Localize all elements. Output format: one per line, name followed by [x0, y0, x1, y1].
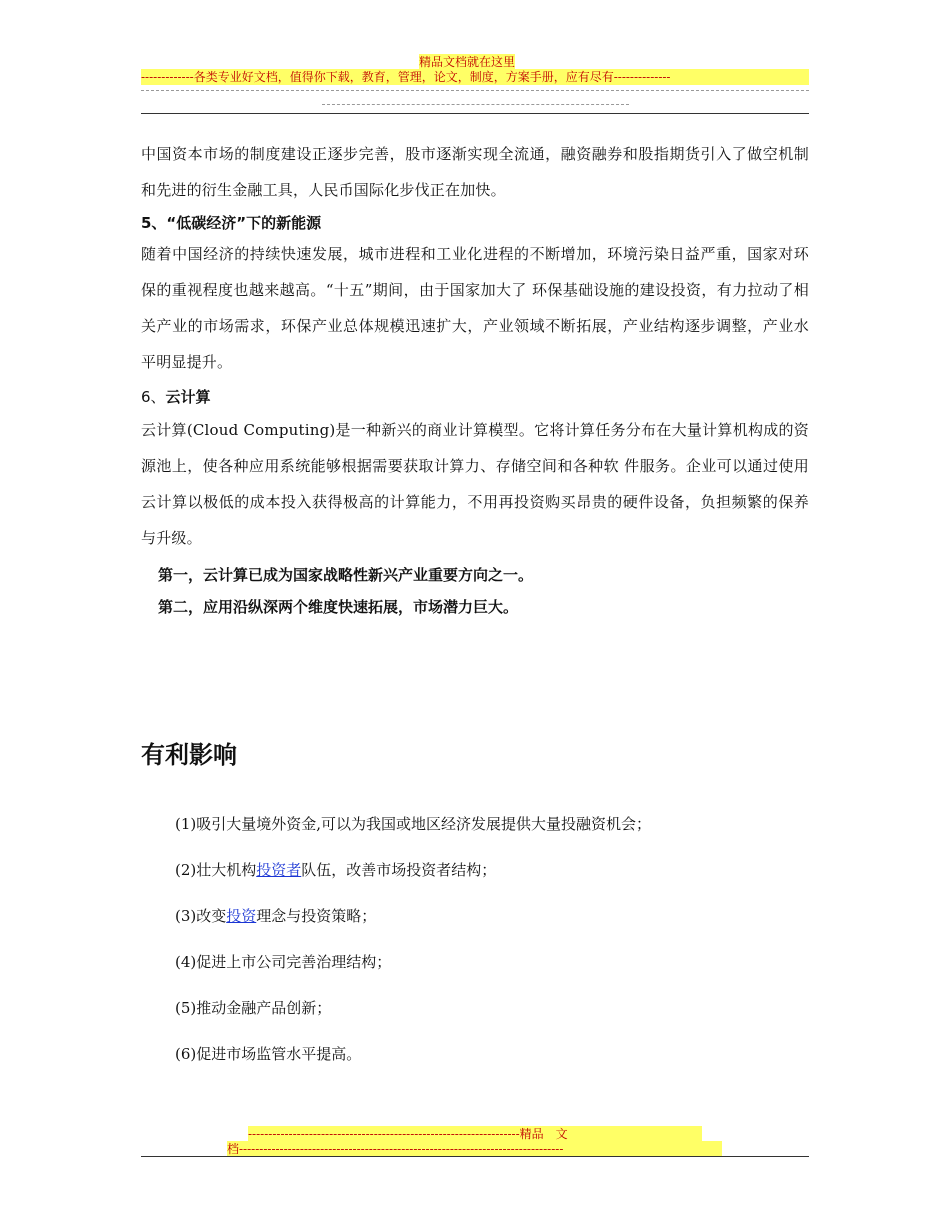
list-item-4: (4)促进上市公司完善治理结构； — [175, 953, 392, 971]
investment-link[interactable]: 投资 — [226, 907, 257, 925]
footer-line-2: 档-------------------------------------------------------------------------------- — [227, 1141, 722, 1157]
header-tagline: -------------各类专业好文档，值得你下载，教育，管理，论文，制度，方案手册，应有尽有-------------- — [141, 69, 809, 85]
paragraph-capital-market: 中国资本市场的制度建设正逐步完善，股市逐渐实现全流通，融资融券和股指期货引入了做空机制和先进的衍生金融工具，人民币国际化步伐正在加快。 — [141, 145, 809, 199]
heading-cloud-number: 6、 — [141, 388, 166, 406]
section-heading: 有利影响 — [141, 741, 237, 769]
heading-cloud-title: 云计算 — [165, 388, 211, 406]
header-dash-divider-short — [322, 104, 629, 105]
footer-rule — [141, 1156, 809, 1157]
list-item-2 — [175, 859, 496, 880]
list-item-3-prefix: (3)改变 — [175, 907, 227, 925]
list-item-3-suffix: 理念与投资策略； — [256, 907, 377, 925]
paragraph-low-carbon: 随着中国经济的持续快速发展，城市进程和工业化进程的不断增加，环境污染日益严重，国家对环保的重视程度也越来越高。“十五”期间，由于国家加大了 环保基础设施的建设投资，有力拉动了相关产业的市场需求，环保产业总体规模迅速扩大，产业领域不断拓展，产业结构逐步调整，产业水平明显提升。 — [141, 245, 809, 371]
heading-cloud — [141, 386, 211, 407]
cloud-point-1: 第一，云计算已成为国家战略性新兴产业重要方向之一。 — [158, 566, 534, 584]
cloud-point-2: 第二，应用沿纵深两个维度快速拓展，市场潜力巨大。 — [158, 598, 519, 616]
list-item-3 — [175, 905, 376, 926]
paragraph-cloud: 云计算(Cloud Computing)是一种新兴的商业计算模型。它将计算任务分布在大量计算机构成的资源池上，使各种应用系统能够根据需要获取计算力、存储空间和各种软 件服务。企业可以通过使用云计算以极低的成本投入获得极高的计算能力，不用再投资购买昂贵的硬件设备，负担频繁的保养与升级。 — [141, 421, 809, 547]
list-item-6: (6)促进市场监管水平提高。 — [175, 1045, 362, 1063]
list-item-1: (1)吸引大量境外资金,可以为我国或地区经济发展提供大量投融资机会； — [175, 815, 652, 833]
heading-low-carbon: 5、“低碳经济”下的新能源 — [141, 214, 322, 232]
header-dash-divider — [141, 90, 809, 91]
footer-line-1: -------------------------------------------------------------------精品 文 — [248, 1126, 702, 1142]
list-item-2-suffix: 队伍，改善市场投资者结构； — [301, 861, 497, 879]
list-item-2-prefix: (2)壮大机构 — [175, 861, 257, 879]
header-rule — [141, 113, 809, 114]
investor-link[interactable]: 投资者 — [256, 861, 302, 879]
header-title: 精品文档就在这里 — [419, 55, 516, 69]
list-item-5: (5)推动金融产品创新； — [175, 999, 332, 1017]
